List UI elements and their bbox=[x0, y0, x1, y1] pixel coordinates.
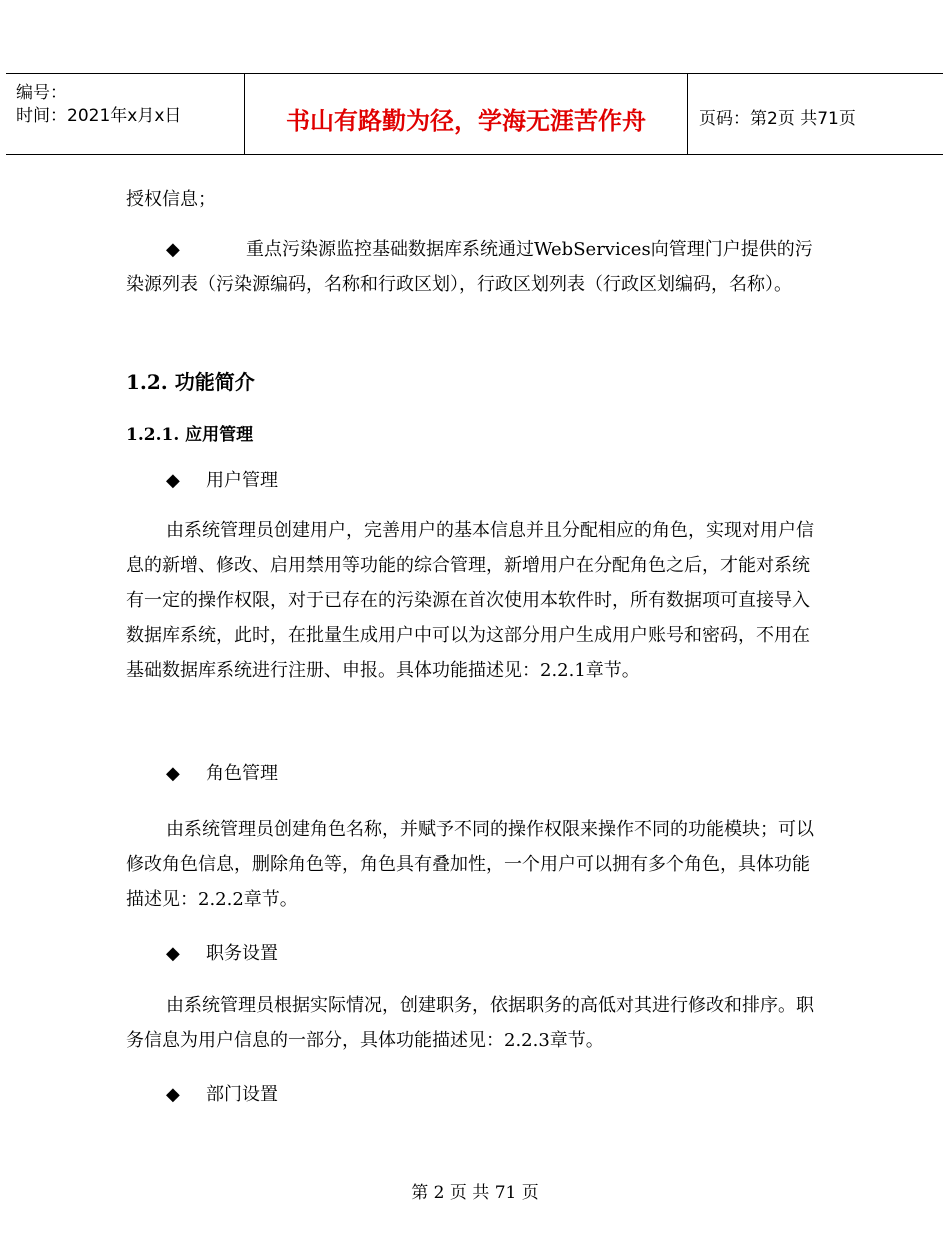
duty-title: 职务设置 bbox=[206, 943, 278, 964]
duty-paragraph: 由系统管理员根据实际情况，创建职务，依据职务的高低对其进行修改和排序。职务信息为用户信息的一部分，具体功能描述见：2.2.3章节。 bbox=[126, 995, 814, 1051]
role-mgmt-paragraph: 由系统管理员创建角色名称，并赋予不同的操作权限来操作不同的功能模块；可以修改角色信息，删除角色等，角色具有叠加性，一个用户可以拥有多个角色，具体功能描述见：2.2.2章节。 bbox=[126, 819, 814, 910]
section-heading-1-2-1: 1.2.1. 应用管理 bbox=[126, 425, 254, 445]
header-page-info: 页码：第2页 共71页 bbox=[699, 109, 856, 129]
header-number-label: 编号： bbox=[16, 83, 67, 103]
page-footer: 第 2 页 共 71 页 bbox=[411, 1183, 539, 1203]
body-line-auth: 授权信息； bbox=[126, 189, 216, 210]
user-mgmt-title: 用户管理 bbox=[206, 470, 278, 491]
bullet-diamond-icon: ◆ bbox=[166, 943, 180, 964]
bullet-role-mgmt bbox=[166, 756, 278, 791]
user-mgmt-paragraph: 由系统管理员创建用户，完善用户的基本信息并且分配相应的角色，实现对用户信息的新增、修改、启用禁用等功能的综合管理，新增用户在分配角色之后，才能对系统有一定的操作权限，对于已存在的污染源在首次使用本软件时，所有数据项可直接导入数据库系统，此时，在批量生成用户中可以为这部分用户生成用户账号和密码，不用在基础数据库系统进行注册、申报。具体功能描述见：2.2.1章节。 bbox=[126, 520, 814, 681]
section-heading-1-2: 1.2. 功能简介 bbox=[126, 370, 255, 394]
role-mgmt-title: 角色管理 bbox=[206, 763, 278, 784]
header-motto: 书山有路勤为径，学海无涯苦作舟 bbox=[286, 107, 646, 135]
bullet-diamond-icon: ◆ bbox=[166, 239, 180, 260]
bullet-user-mgmt bbox=[166, 463, 278, 498]
ws-paragraph-text: 重点污染源监控基础数据库系统通过WebServices向管理门户提供的污染源列表（污染源编码，名称和行政区划），行政区划列表（行政区划编码，名称）。 bbox=[126, 239, 813, 295]
header-meta bbox=[16, 82, 181, 128]
ws-paragraph bbox=[126, 232, 816, 302]
dept-title: 部门设置 bbox=[206, 1084, 278, 1105]
bullet-diamond-icon: ◆ bbox=[166, 763, 180, 784]
bullet-duty bbox=[166, 936, 278, 971]
page-header bbox=[6, 73, 943, 155]
header-divider bbox=[687, 74, 688, 154]
header-time-label: 时间：2021年x月x日 bbox=[16, 106, 182, 126]
bullet-diamond-icon: ◆ bbox=[166, 470, 180, 491]
bullet-dept bbox=[166, 1077, 278, 1112]
bullet-diamond-icon: ◆ bbox=[166, 1084, 180, 1105]
